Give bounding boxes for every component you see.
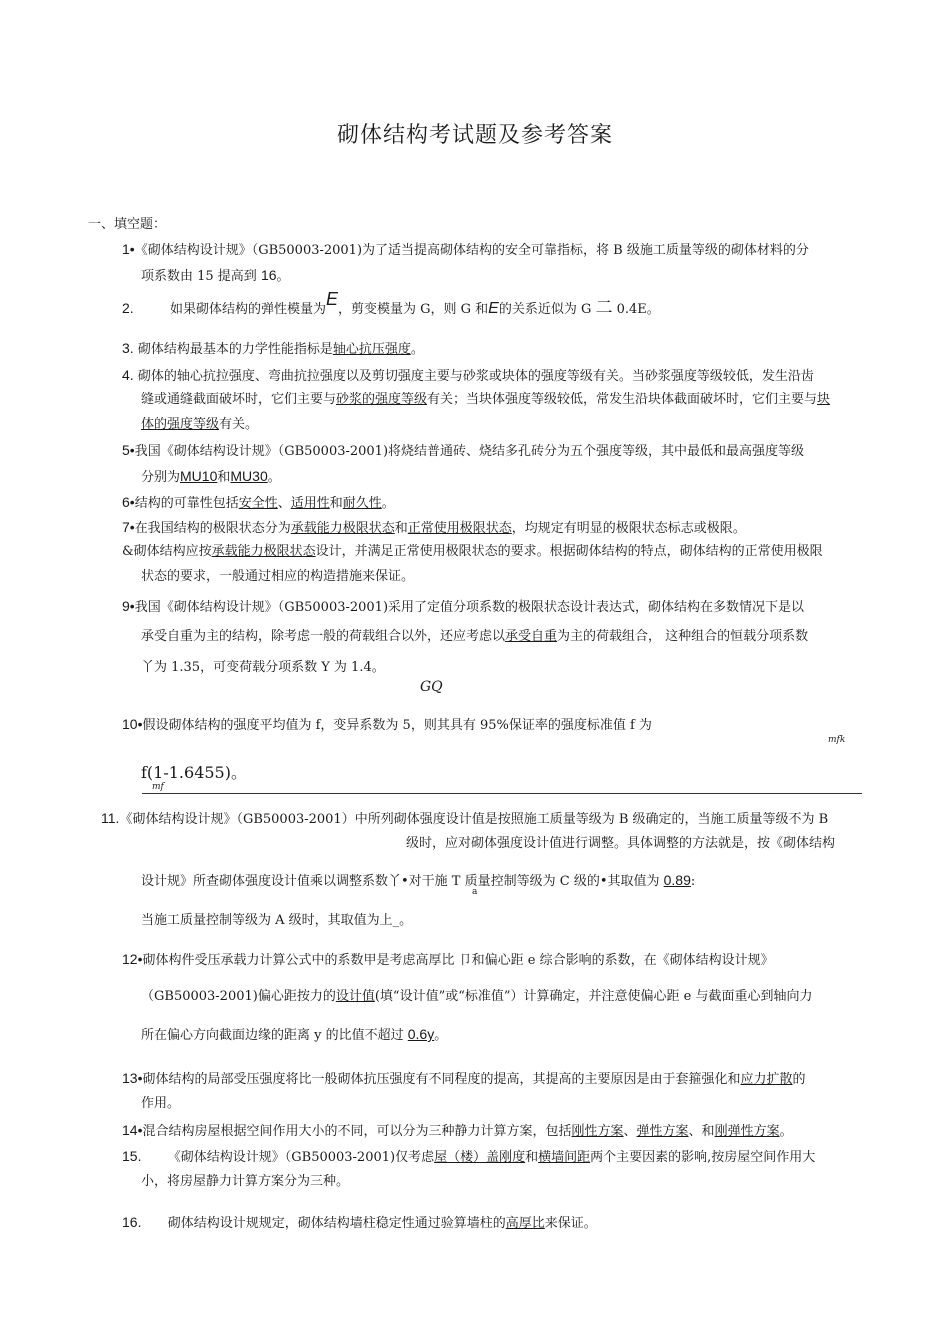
formula-symbol: 二	[595, 298, 613, 318]
question-text: 分别为	[141, 470, 181, 485]
question-text: 有关；当块体强度等级较低，常发生沿块体截面破坏时，它们主要与	[427, 392, 818, 407]
question-text: （GB50003-2001)偏心距按力的	[141, 989, 336, 1004]
question-8-line-1	[122, 543, 823, 561]
question-number: 11.	[101, 810, 120, 826]
question-text: 设计规》所查砌体强度设计值乘以调整系数丫•对干施 T 质量控制等级为 C 级的•其取值为	[141, 874, 664, 889]
question-text: 我国《砌体结构设计规》（GB50003-2001)采用了定值分项系数的极限状态设计表达式，砌体结构在多数情况下是以	[134, 600, 805, 615]
answer: f(1-1.6455)	[141, 763, 231, 782]
answer: 承载能力极限状态	[290, 521, 395, 536]
question-number: &	[122, 544, 134, 559]
question-text: 丫为 1.35，可变荷载分项系数 Y 为 1.4。	[141, 660, 385, 675]
question-text: ，均规定有明显的极限状态标志或极限。	[511, 521, 746, 536]
question-text: 《砌体结构设计规》（GB50003-2001）中所列砌体强度设计值是按照施工质量等级为 B 级确定的，当施工质量等级不为 B	[119, 812, 829, 827]
answer: 块	[817, 392, 831, 407]
question-text: :	[690, 874, 696, 889]
question-text: 假设砌体结构的强度平均值为 f，变异系数为 5，则其具有 95%保证率的强度标准值 f 为	[142, 718, 652, 733]
question-text: (填“设计值”或“标准值”）计算确定，并注意使偏心距 e 与截面重心到轴向力	[374, 989, 813, 1004]
question-9-line-2	[141, 628, 808, 646]
question-number: 14•	[122, 1122, 143, 1138]
question-3-line-1	[122, 339, 424, 359]
question-text: 为主的荷载组合， 这种组合的恒载分项系数	[557, 629, 809, 644]
answer: 耐久性	[342, 496, 382, 511]
question-text: 如果砌体结构的弹性模量为	[169, 302, 326, 317]
answer: 横墙间距	[538, 1150, 591, 1165]
question-number: 9•	[122, 598, 135, 614]
question-number: 5•	[122, 442, 135, 458]
answer: 砂浆的强度等级	[336, 392, 428, 407]
question-text: 砌体构件受压承载力计算公式中的系数甲是考虑高厚比 卩和偏心距 e 综合影响的系数，在《砌体结构设计规》	[142, 953, 774, 968]
answer: 屋（楼）盖刚度	[434, 1150, 526, 1165]
question-1-line-1	[122, 240, 809, 260]
question-5-line-2	[141, 467, 281, 487]
answer: 16	[260, 267, 277, 283]
question-text: 混合结构房屋根据空间作用大小的不同，可以分为三种静力计算方案，包括	[142, 1124, 572, 1139]
question-15-line-1	[122, 1147, 815, 1167]
question-number: 3.	[122, 340, 134, 356]
question-number: 7•	[122, 519, 135, 535]
question-text: 和	[525, 1150, 539, 1165]
answer: MU10	[180, 468, 218, 484]
question-12-line-2	[141, 988, 812, 1006]
question-number: 6•	[122, 494, 135, 510]
question-text: 、	[277, 496, 291, 511]
answer: 刚弹性方案	[714, 1124, 780, 1139]
question-text: 。	[410, 342, 424, 357]
document-title: 砌体结构考试题及参考答案	[336, 123, 613, 148]
answer: 承载能力极限状态	[211, 544, 316, 559]
subscript-a: a	[472, 887, 478, 897]
question-text: 和	[394, 521, 408, 536]
question-text: 小，将房屋静力计算方案分为三种。	[141, 1174, 350, 1189]
formula-symbol: E	[325, 289, 338, 309]
question-text: 砌体结构的局部受压强度将比一般砌体抗压强度有不同程度的提高，其提高的主要原因是由于套箍强化和	[142, 1072, 741, 1087]
question-10-line-1	[122, 715, 652, 735]
question-10-answer	[141, 764, 247, 782]
subscript-mf: mf	[152, 782, 164, 792]
answer: 刚性方案	[571, 1124, 624, 1139]
question-4-line-1	[122, 366, 814, 386]
question-text: 砌体结构应按	[133, 544, 212, 559]
question-number: 1•	[122, 241, 135, 257]
question-9-line-1	[122, 597, 804, 617]
question-text: 、和	[688, 1124, 715, 1139]
question-text: 0.4E。	[612, 302, 660, 317]
question-text: 和	[329, 496, 343, 511]
question-text: ，剪变模量为 G，则 G 和	[338, 302, 489, 317]
question-11-line-1	[101, 809, 828, 829]
question-number: 10•	[122, 716, 143, 732]
answer: 轴心抗压强度	[332, 342, 411, 357]
question-text: 有关。	[219, 417, 259, 432]
question-text: 作用。	[141, 1096, 181, 1111]
question-text: 结构的可靠性包括	[134, 496, 239, 511]
answer: 安全性	[238, 496, 278, 511]
question-14-line-1	[122, 1121, 793, 1141]
question-4-line-2	[141, 391, 830, 409]
question-text: 缝或通缝截面破坏时，它们主要与	[141, 392, 337, 407]
question-text: 设计，并满足正常使用极限状态的要求。根据砌体结构的特点，砌体结构的正常使用极限	[315, 544, 823, 559]
question-text: 的	[792, 1072, 806, 1087]
question-text: 。	[434, 1028, 448, 1043]
question-16-line-1	[122, 1213, 597, 1233]
answer: 高厚比	[505, 1216, 545, 1231]
question-text: 和	[217, 470, 231, 485]
question-4-line-3	[141, 416, 258, 434]
question-8-line-2	[141, 568, 414, 586]
question-15-line-2	[141, 1173, 349, 1191]
question-text: 。	[230, 763, 247, 782]
question-9-line-3	[141, 659, 385, 677]
question-2-line-1	[122, 289, 660, 319]
section-heading: 一、填空题：	[88, 217, 167, 232]
question-text: 承受自重为主的结构，除考虑一般的荷载组合以外，还应考虑以	[141, 629, 506, 644]
question-number: 13•	[122, 1070, 143, 1086]
answer: 适用性	[290, 496, 330, 511]
question-13-line-2	[141, 1095, 180, 1113]
question-6-line-1	[122, 493, 395, 513]
question-text: 。	[267, 470, 281, 485]
question-12-line-1	[122, 950, 774, 970]
question-12-line-3	[141, 1025, 447, 1045]
question-text: 级时，应对砌体强度设计值进行调整。具体调整的方法就是，按《砌体结构	[406, 836, 836, 851]
answer: 承受自重	[505, 629, 558, 644]
question-5-line-1	[122, 441, 804, 461]
question-7-line-1	[122, 518, 746, 538]
question-text: 当施工质量控制等级为 A 级时，其取值为上_。	[141, 913, 413, 928]
question-text: 来保证。	[544, 1216, 597, 1231]
question-number: 2.	[122, 300, 134, 316]
question-text: 《砌体结构设计规》（GB50003-2001)仅考虑	[167, 1150, 435, 1165]
subscript-mfk: mfk	[828, 735, 846, 745]
question-text: 在我国结构的极限状态分为	[134, 521, 291, 536]
answer: 应力扩散	[740, 1072, 793, 1087]
question-number: 4.	[122, 367, 134, 383]
question-13-line-1	[122, 1069, 806, 1089]
formula-symbol: E	[488, 300, 499, 317]
question-11-line-2	[406, 835, 835, 853]
question-number: 12•	[122, 951, 143, 967]
question-number: 15.	[122, 1148, 142, 1164]
question-number: 16.	[122, 1214, 142, 1230]
question-text: 。	[779, 1124, 793, 1139]
question-text: 我国《砌体结构设计规》（GB50003-2001)将烧结普通砖、烧结多孔砖分为五个强度等级，其中最低和最高强度等级	[134, 444, 805, 459]
question-text: 砌体结构设计规规定，砌体结构墙柱稳定性通过验算墙柱的	[167, 1216, 506, 1231]
answer: 正常使用极限状态	[407, 521, 512, 536]
answer: MU30	[230, 468, 268, 484]
question-text: 《砌体结构设计规》（GB50003-2001)为了适当提高砌体结构的安全可靠指标，将 B 级施工质量等级的砌体材料的分	[134, 243, 809, 258]
answer: 体的强度等级	[141, 417, 220, 432]
question-11-line-3	[141, 871, 695, 891]
question-text: 状态的要求，一般通过相应的构造措施来保证。	[141, 569, 415, 584]
question-11-line-4	[141, 912, 412, 930]
answer: 设计值	[335, 989, 375, 1004]
question-text: 、	[623, 1124, 637, 1139]
answer: 0.6y	[407, 1026, 435, 1042]
question-1-line-2	[141, 266, 290, 286]
subscript-gq: GQ	[420, 679, 443, 695]
question-text: 项系数由 15 提高到	[141, 269, 261, 284]
question-text: 的关系近似为 G	[498, 302, 596, 317]
question-text: 砌体结构最基本的力学性能指标是	[137, 342, 333, 357]
answer: 0.89	[663, 872, 691, 888]
question-text: 。	[381, 496, 395, 511]
question-text: 砌体的轴心抗拉强度、弯曲抗拉强度以及剪切强度主要与砂浆或块体的强度等级有关。当砂浆强度等级较低，发生沿齿	[137, 369, 814, 384]
question-text: 。	[276, 269, 290, 284]
question-text: 两个主要因素的影响,按房屋空间作用大	[590, 1150, 816, 1165]
answer-line	[142, 793, 862, 794]
question-text: 所在偏心方向截面边缘的距离 y 的比值不超过	[141, 1028, 408, 1043]
answer: 弹性方案	[636, 1124, 689, 1139]
